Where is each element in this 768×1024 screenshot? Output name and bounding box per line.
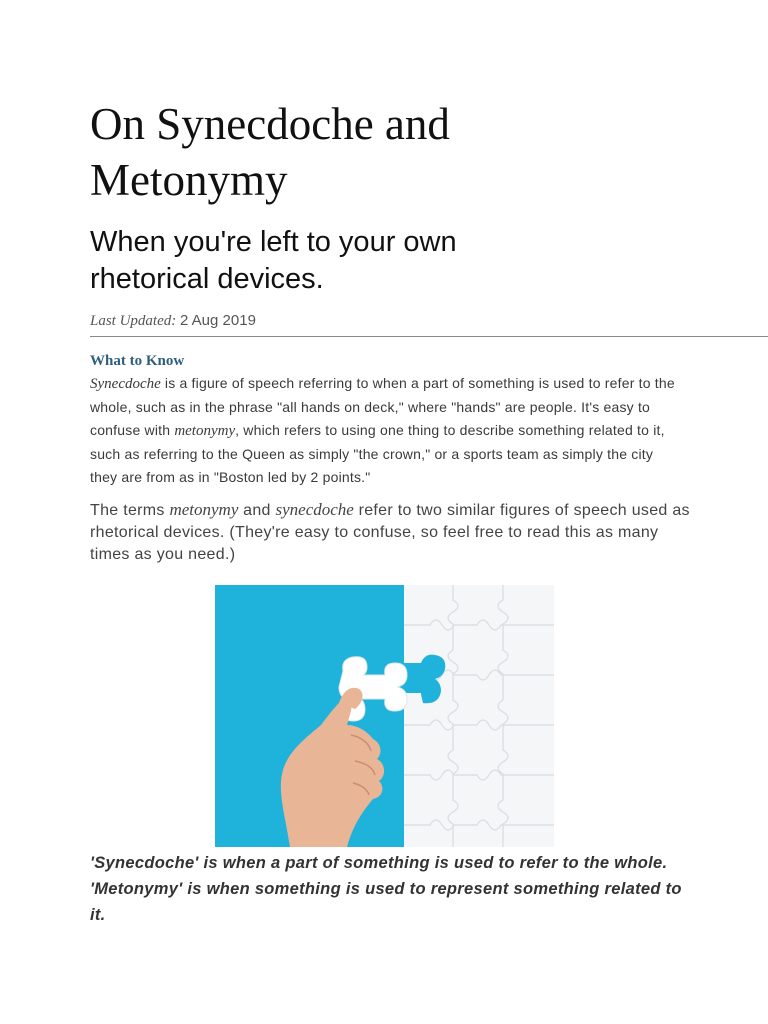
page-subtitle: When you're left to your own rhetorical devices.: [90, 226, 457, 295]
what-to-know-text: [90, 372, 680, 489]
what-to-know-text-part-2: , which refers to using one thing to describe something related to it, such as referring to the Queen as simply "the crown," or a sports team as simply the city they are from as in "Boston led by 2 points.": [90, 422, 665, 485]
what-to-know-section: [90, 353, 768, 489]
intro-text-part-2: and: [238, 502, 276, 519]
intro-text-part-1: The terms: [90, 502, 170, 519]
article: [90, 96, 768, 566]
intro-text-part-3: refer to two similar figures of speech used as rhetorical devices. (They're easy to confuse, so feel free to read this as many times as you need.): [90, 502, 690, 563]
intro-term-metonymy: metonymy: [169, 500, 239, 519]
what-to-know-heading: What to Know: [90, 353, 185, 369]
image-caption: 'Synecdoche' is when a part of something is used to refer to the whole. 'Metonymy' is when something is used to represent something related to it.: [90, 854, 682, 924]
intro-term-synecdoche: synecdoche: [275, 500, 354, 519]
term-synecdoche: Synecdoche: [90, 376, 161, 392]
page-title: On Synecdoche and Metonymy: [90, 99, 450, 205]
term-metonymy: metonymy: [174, 423, 236, 439]
white-puzzle-background: [404, 585, 554, 847]
intro-paragraph: [90, 499, 690, 566]
puzzle-illustration: [215, 585, 554, 847]
puzzle-image: [215, 585, 554, 847]
last-updated-row: [90, 312, 768, 337]
last-updated-label: Last Updated:: [90, 313, 177, 329]
what-to-know-text-part-1: is a figure of speech referring to when a part of something is used to refer to the whole, such as in the phrase "all hands on deck," where "hands" are people. It's easy to confuse with: [90, 375, 675, 438]
last-updated-date: 2 Aug 2019: [180, 312, 256, 329]
